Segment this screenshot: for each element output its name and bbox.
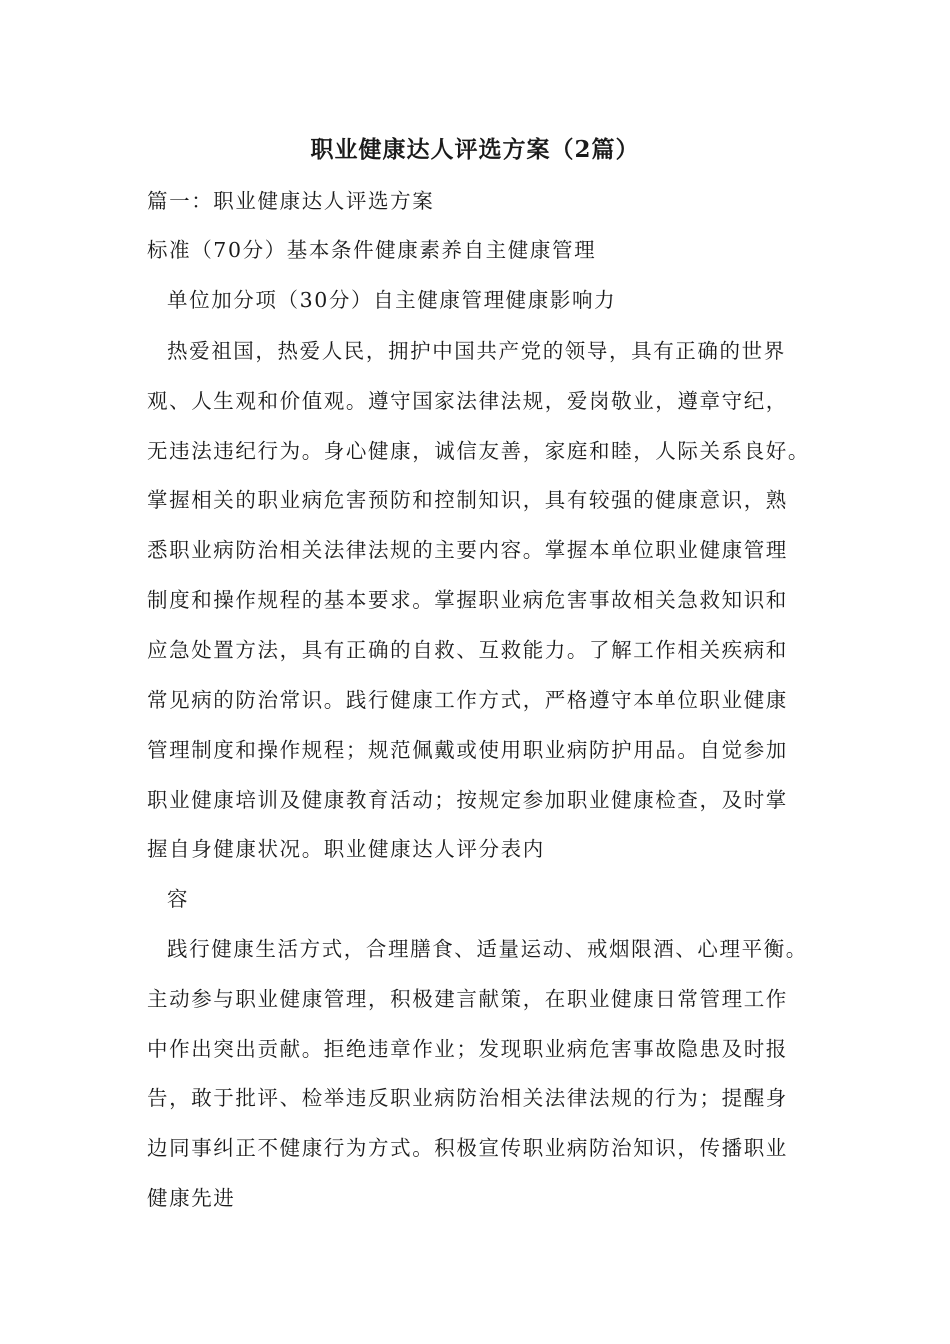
document-title: 职业健康达人评选方案（2篇） [310,136,640,163]
paragraph-line: 握自身健康状况。职业健康达人评分表内 [147,837,545,861]
paragraph-line: 职业健康培训及健康教育活动；按规定参加职业健康检查，及时掌 [147,788,788,812]
paragraph-line: 容 [167,887,190,911]
paragraph-line: 管理制度和操作规程；规范佩戴或使用职业病防护用品。自觉参加 [147,738,788,762]
paragraph-line: 中作出突出贡献。拒绝违章作业；发现职业病危害事故隐患及时报 [147,1037,788,1061]
paragraph-line: 掌握相关的职业病危害预防和控制知识，具有较强的健康意识，熟 [147,488,788,512]
paragraph-line: 边同事纠正不健康行为方式。积极宣传职业病防治知识，传播职业 [147,1136,788,1160]
paragraph-line: 健康先进 [147,1186,236,1210]
paragraph-line: 热爱祖国，热爱人民，拥护中国共产党的领导，具有正确的世界 [167,339,786,363]
paragraph-line: 单位加分项（30分）自主健康管理健康影响力 [167,288,617,312]
paragraph-line: 标准（70分）基本条件健康素养自主健康管理 [147,238,597,262]
paragraph-line: 应急处置方法，具有正确的自救、互救能力。了解工作相关疾病和 [147,638,788,662]
paragraph-line: 观、人生观和价值观。遵守国家法律法规，爱岗敬业，遵章守纪， [147,389,788,413]
paragraph-line: 悉职业病防治相关法律法规的主要内容。掌握本单位职业健康管理 [147,538,788,562]
paragraph-line: 践行健康生活方式，合理膳食、适量运动、戒烟限酒、心理平衡。 [167,937,808,961]
paragraph-line: 告，敢于批评、检举违反职业病防治相关法律法规的行为；提醒身 [147,1086,788,1110]
section-heading: 篇一：职业健康达人评选方案 [147,189,435,213]
paragraph-line: 无违法违纪行为。身心健康，诚信友善，家庭和睦，人际关系良好。 [147,439,810,463]
paragraph-line: 制度和操作规程的基本要求。掌握职业病危害事故相关急救知识和 [147,588,788,612]
paragraph-line: 常见病的防治常识。践行健康工作方式，严格遵守本单位职业健康 [147,688,788,712]
paragraph-line: 主动参与职业健康管理，积极建言献策，在职业健康日常管理工作 [147,987,788,1011]
